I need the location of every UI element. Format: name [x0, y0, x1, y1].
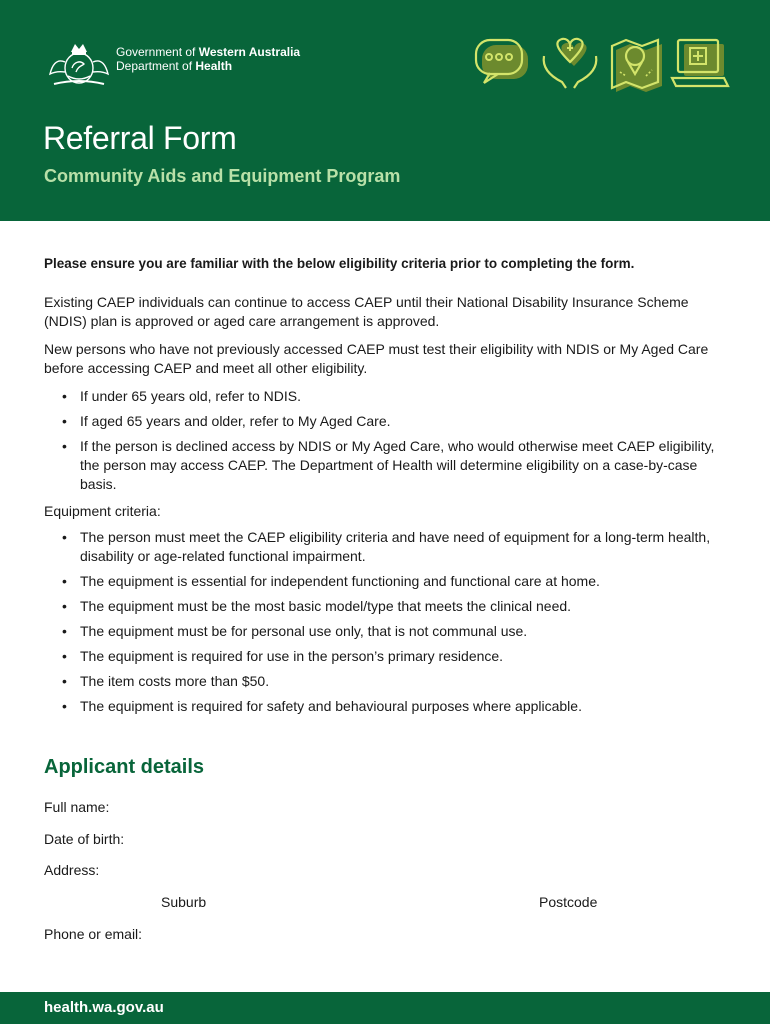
- applicant-details-heading: Applicant details: [44, 756, 205, 778]
- paragraph-existing: Existing CAEP individuals can continue to access CAEP until their National Disability Insurance Scheme (NDIS) plan is approved or aged care arrangement is approved.: [44, 294, 689, 329]
- full-name-label: Full name:: [44, 799, 110, 815]
- header-illustration-icons: [470, 36, 734, 94]
- eligibility-list: [60, 387, 734, 494]
- list-item: • The equipment must be the most basic model/type that meets the clinical need.: [60, 597, 734, 616]
- gov-line2-prefix: Department of: [116, 59, 196, 73]
- intro-notice: Please ensure you are familiar with the below eligibility criteria prior to completing the form.: [44, 256, 635, 271]
- laptop-medical-icon: [672, 40, 728, 86]
- equipment-criteria-label: Equipment criteria:: [44, 503, 161, 519]
- equipment-list: [60, 528, 734, 716]
- list-item: • The equipment must be for personal use only, that is not communal use.: [60, 622, 734, 641]
- paragraph-new: New persons who have not previously accessed CAEP must test their eligibility with NDIS or My Aged Care before accessing CAEP and meet all other eligibility.: [44, 341, 709, 376]
- page-title: Referral Form: [43, 120, 237, 156]
- footer-url: health.wa.gov.au: [44, 999, 164, 1016]
- map-pin-icon: [612, 40, 662, 92]
- phone-or-email-label: Phone or email:: [44, 926, 143, 942]
- postcode-label: Postcode: [539, 894, 598, 910]
- wa-crest-logo-icon: [44, 38, 114, 86]
- address-label: Address:: [44, 862, 100, 878]
- list-item: • The item costs more than $50.: [60, 672, 734, 691]
- chat-bubbles-icon: [476, 40, 528, 83]
- header-banner: [0, 0, 770, 221]
- date-of-birth-label: Date of birth:: [44, 831, 125, 847]
- list-item: • If under 65 years old, refer to NDIS.: [60, 387, 734, 406]
- gov-line2-bold: Health: [195, 59, 233, 73]
- government-wordmark: [116, 45, 300, 73]
- list-item: • The equipment is required for use in the person’s primary residence.: [60, 647, 734, 666]
- list-item: • If the person is declined access by NDIS or My Aged Care, who would otherwise meet CAEP eligibility, the person may access CAEP. The Department of Health will determine eligibility on a case-by-case basis.: [60, 437, 734, 494]
- heart-in-hands-icon: [544, 39, 597, 88]
- list-item: • The person must meet the CAEP eligibility criteria and have need of equipment for a long-term health, disability or age-related functional impairment.: [60, 528, 734, 566]
- footer-bar: [0, 992, 770, 1024]
- page-subtitle: Community Aids and Equipment Program: [44, 166, 401, 186]
- list-item: • If aged 65 years and older, refer to My Aged Care.: [60, 412, 734, 431]
- list-item: • The equipment is required for safety and behavioural purposes where applicable.: [60, 697, 734, 716]
- eligibility-section: [44, 254, 734, 724]
- gov-line1-prefix: Government of: [116, 45, 199, 59]
- suburb-label: Suburb: [161, 894, 207, 910]
- list-item: • The equipment is essential for independent functioning and functional care at home.: [60, 572, 734, 591]
- gov-line1-bold: Western Australia: [198, 45, 301, 59]
